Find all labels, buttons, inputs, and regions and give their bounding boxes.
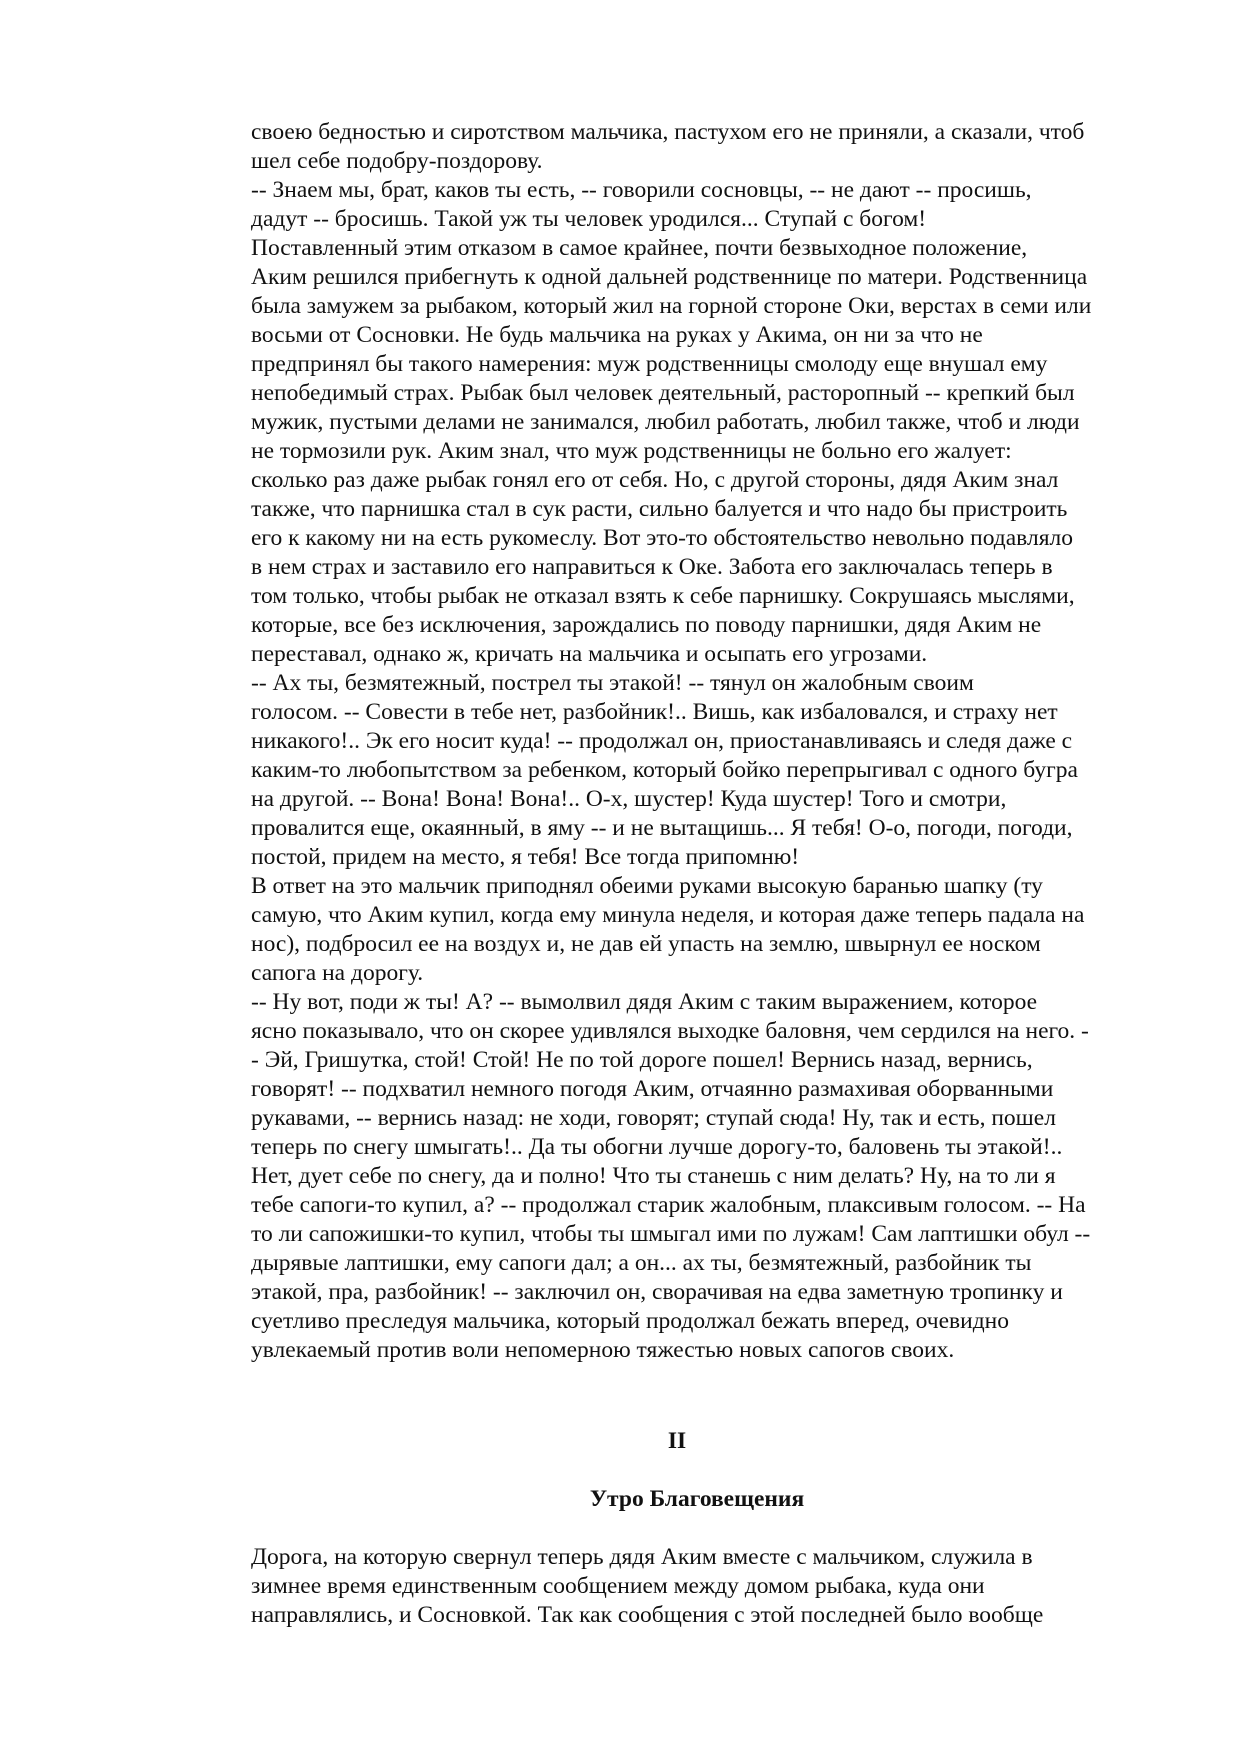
text-line: переставал, однако ж, кричать на мальчика и осыпать его угрозами. [251, 641, 928, 667]
document-page [251, 118, 1151, 1630]
text-line: сколько раз даже рыбак гонял его от себя. Но, с другой стороны, дядя Аким знал [251, 467, 1059, 493]
text-block-main [251, 118, 1151, 1365]
text-line: том только, чтобы рыбак не отказал взять к себе парнишку. Сокрушаясь мыслями, [251, 583, 1075, 609]
text-line: также, что парнишка стал в сук расти, сильно балуется и что надо бы пристроить [251, 496, 1068, 522]
text-line: -- Ах ты, безмятежный, пострел ты этакой! -- тянул он жалобным своим [251, 670, 974, 696]
text-line: сапога на дорогу. [251, 960, 424, 986]
text-block-continuation [251, 1543, 1151, 1630]
text-line: никакого!.. Эк его носит куда! -- продолжал он, приостанавливаясь и следя даже с [251, 728, 1073, 754]
text-line: каким-то любопытством за ребенком, который бойко перепрыгивал с одного бугра [251, 757, 1078, 783]
text-line: - Эй, Гришутка, стой! Стой! Не по той дороге пошел! Вернись назад, вернись, [251, 1047, 1033, 1073]
heading-spacer [251, 1514, 1151, 1543]
text-line: направлялись, и Сосновкой. Так как сообщения с этой последней было вообще [251, 1602, 1044, 1628]
text-line: предпринял бы такого намерения: муж родственницы смолоду еще внушал ему [251, 351, 1048, 377]
text-line: этакой, пра, разбойник! -- заключил он, сворачивая на едва заметную тропинку и [251, 1279, 1063, 1305]
text-line: голосом. -- Совести в тебе нет, разбойник!.. Вишь, как избаловался, и страху нет [251, 699, 1058, 725]
text-line: нос), подбросил ее на воздух и, не дав ей упасть на землю, швырнул ее носком [251, 931, 1041, 957]
text-line: говорят! -- подхватил немного погодя Аким, отчаянно размахивая оборванными [251, 1076, 1054, 1102]
text-line: рукавами, -- вернись назад: не ходи, говорят; ступай сюда! Ну, так и есть, пошел [251, 1105, 1056, 1131]
text-line: то ли сапожишки-то купил, чтобы ты шмыгал ими по лужам! Сам лаптишки обул -- [251, 1221, 1091, 1247]
text-line: Поставленный этим отказом в самое крайнее, почти безвыходное положение, [251, 235, 1028, 261]
text-line: Нет, дует себе по снегу, да и полно! Что ты станешь с ним делать? Ну, на то ли я [251, 1163, 1056, 1189]
text-line: тебе сапоги-то купил, а? -- продолжал старик жалобным, плаксивым голосом. -- На [251, 1192, 1086, 1218]
text-line: была замужем за рыбаком, который жил на горной стороне Оки, верстах в семи или [251, 293, 1092, 319]
text-line: в нем страх и заставило его направиться к Оке. Забота его заключалась теперь в [251, 554, 1053, 580]
text-line: В ответ на это мальчик приподнял обеими руками высокую баранью шапку (ту [251, 873, 1043, 899]
heading-spacer [251, 1456, 1151, 1485]
chapter-number: II [667, 1428, 687, 1454]
text-line: ясно показывало, что он скорее удивлялся выходке баловня, чем сердился на него. - [251, 1018, 1089, 1044]
text-line: провалится еще, окаянный, в яму -- и не вытащишь... Я тебя! О-о, погоди, погоди, [251, 815, 1073, 841]
text-line: постой, придем на место, я тебя! Все тогда припомню! [251, 844, 800, 870]
text-line: его к какому ни на есть рукомеслу. Вот это-то обстоятельство невольно подавляло [251, 525, 1073, 551]
text-line: на другой. -- Вона! Вона! Вона!.. О-х, шустер! Куда шустер! Того и смотри, [251, 786, 1007, 812]
text-line: -- Ну вот, поди ж ты! А? -- вымолвил дядя Аким с таким выражением, которое [251, 989, 1038, 1015]
text-line: самую, что Аким купил, когда ему минула неделя, и которая даже теперь падала на [251, 902, 1085, 928]
text-line: Аким решился прибегнуть к одной дальней родственнице по матери. Родственница [251, 264, 1088, 290]
text-line: увлекаемый против воли непомерною тяжестью новых сапогов своих. [251, 1337, 955, 1363]
text-line: суетливо преследуя мальчика, который продолжал бежать вперед, очевидно [251, 1308, 1009, 1334]
text-line: непобедимый страх. Рыбак был человек деятельный, расторопный -- крепкий был [251, 380, 1075, 406]
section-gap [251, 1365, 1151, 1427]
text-line: зимнее время единственным сообщением между домом рыбака, куда они [251, 1573, 985, 1599]
text-line: которые, все без исключения, зарождались по поводу парнишки, дядя Аким не [251, 612, 1042, 638]
text-line: восьми от Сосновки. Не будь мальчика на руках у Акима, он ни за что не [251, 322, 983, 348]
text-line: Дорога, на которую свернул теперь дядя Аким вместе с мальчиком, служила в [251, 1544, 1033, 1570]
text-line: не тормозили рук. Аким знал, что муж родственницы не больно его жалует: [251, 438, 1012, 464]
text-line: -- Знаем мы, брат, каков ты есть, -- говорили сосновцы, -- не дают -- просишь, [251, 177, 1032, 203]
text-line: своею бедностью и сиротством мальчика, пастухом его не приняли, а сказали, чтоб [251, 119, 1085, 145]
text-line: дырявые лаптишки, ему сапоги дал; а он... ах ты, безмятежный, разбойник ты [251, 1250, 1032, 1276]
chapter-title: Утро Благовещения [589, 1486, 805, 1512]
text-line: мужик, пустыми делами не занимался, любил работать, любил также, чтоб и люди [251, 409, 1080, 435]
text-line: теперь по снегу шмыгать!.. Да ты обогни лучше дорогу-то, баловень ты этакой!.. [251, 1134, 1063, 1160]
text-line: дадут -- бросишь. Такой уж ты человек уродился... Ступай с богом! [251, 206, 927, 232]
text-line: шел себе подобру-поздорову. [251, 148, 543, 174]
